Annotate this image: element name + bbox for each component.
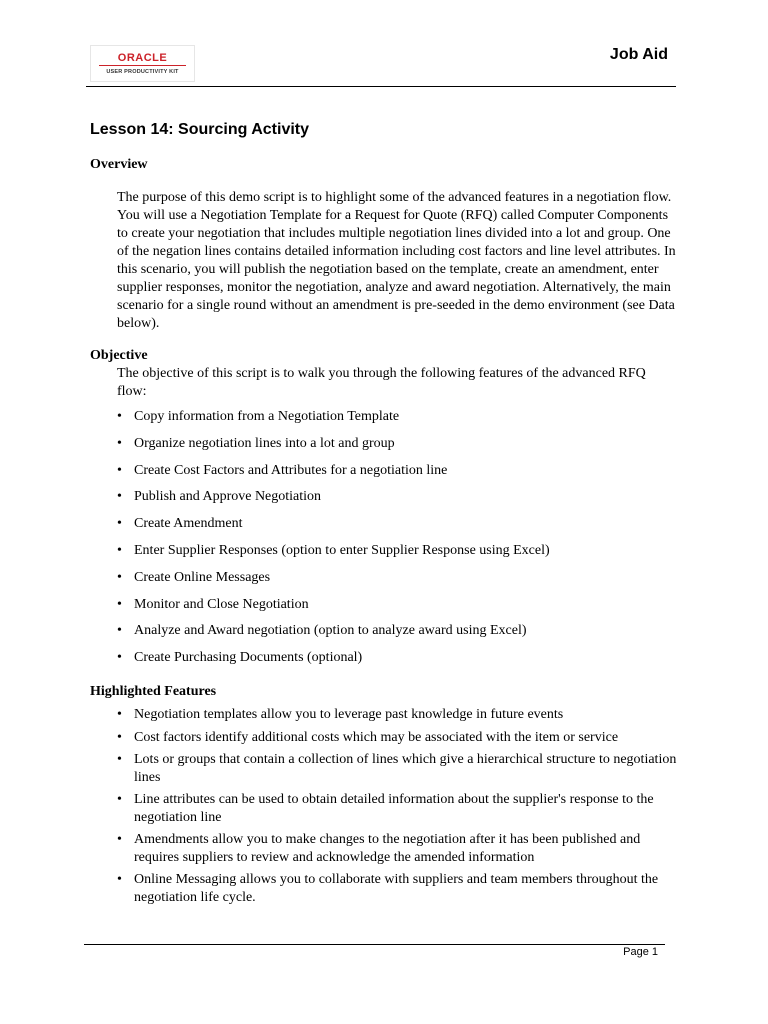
list-item-text: Cost factors identify additional costs which may be associated with the item or service	[134, 729, 619, 745]
doc-type-label: Job Aid	[609, 46, 668, 63]
list-item	[117, 706, 682, 724]
list-item	[117, 596, 550, 623]
objective-intro: The objective of this script is to walk you through the following features of the advanced RFQ flow:	[117, 366, 646, 399]
list-item	[117, 435, 550, 462]
bullet-icon: •	[117, 516, 122, 532]
list-item-text: Create Amendment	[134, 516, 243, 532]
objective-heading: Objective	[90, 348, 148, 363]
logo-subtitle-text: USER PRODUCTIVITY KIT	[106, 69, 179, 75]
list-item	[117, 871, 682, 906]
bullet-icon: •	[117, 707, 122, 722]
list-item-text: Lots or groups that contain a collection of lines which give a hierarchical structure to negotiation lines	[134, 752, 677, 785]
list-item	[117, 542, 550, 569]
list-item	[117, 622, 550, 649]
logo-brand-text: ORACLE	[117, 52, 168, 64]
list-item	[117, 462, 550, 489]
bullet-icon: •	[117, 435, 122, 451]
list-item	[117, 729, 682, 747]
list-item-text: Create Purchasing Documents (optional)	[134, 650, 363, 666]
bullet-icon: •	[117, 409, 122, 424]
list-item	[117, 408, 550, 435]
list-item-text: Monitor and Close Negotiation	[134, 596, 309, 612]
list-item-text: Enter Supplier Responses (option to enter Supplier Response using Excel)	[134, 542, 550, 558]
list-item-text: Create Cost Factors and Attributes for a negotiation line	[134, 462, 448, 478]
bullet-icon: •	[117, 489, 122, 505]
logo-divider	[99, 65, 186, 66]
list-item	[117, 569, 550, 596]
bullet-icon: •	[117, 596, 122, 612]
oracle-upk-logo	[90, 45, 195, 82]
list-item-text: Line attributes can be used to obtain detailed information about the supplier's response to the negotiation line	[134, 792, 654, 825]
page-number: Page 1	[623, 946, 658, 958]
bullet-icon: •	[117, 752, 122, 767]
list-item	[117, 488, 550, 515]
overview-paragraph: The purpose of this demo script is to highlight some of the advanced features in a negotiation flow. You will use a Negotiation Template for a Request for Quote (RFQ) called Computer Components to create your negotiation that includes multiple negotiation lines divided into a lot and group. One of the negation lines contains detailed information including cost factors and line level attributes. In this scenario, you will publish the negotiation based on the template, create an amendment, enter supplier responses, monitor the negotiation, analyze and award negotiation. Alternatively, the main scenario for a single round without an amendment is pre-seeded in the demo environment (see Data below).	[117, 190, 676, 331]
bullet-icon: •	[117, 832, 122, 847]
list-item-text: Organize negotiation lines into a lot and group	[134, 435, 395, 451]
list-item-text: Amendments allow you to make changes to the negotiation after it has been published and requires suppliers to review and acknowledge the amended information	[134, 832, 641, 865]
list-item	[117, 515, 550, 542]
list-item-text: Copy information from a Negotiation Template	[134, 409, 400, 424]
header-divider	[86, 86, 676, 87]
list-item	[117, 649, 550, 676]
list-item	[117, 751, 682, 786]
bullet-icon: •	[117, 462, 122, 478]
bullet-icon: •	[117, 650, 122, 666]
bullet-icon: •	[117, 792, 122, 807]
lesson-title: Lesson 14: Sourcing Activity	[90, 121, 310, 138]
list-item-text: Online Messaging allows you to collaborate with suppliers and team members throughout the negotiation life cycle.	[134, 872, 659, 905]
footer-divider	[84, 944, 665, 945]
list-item-text: Negotiation templates allow you to leverage past knowledge in future events	[134, 707, 564, 722]
list-item	[117, 791, 682, 826]
list-item-text: Publish and Approve Negotiation	[134, 489, 322, 505]
bullet-icon: •	[117, 542, 122, 558]
objective-list	[117, 408, 550, 676]
overview-heading: Overview	[90, 157, 148, 172]
bullet-icon: •	[117, 623, 122, 639]
list-item	[117, 831, 682, 866]
bullet-icon: •	[117, 729, 122, 745]
list-item-text: Analyze and Award negotiation (option to analyze award using Excel)	[134, 623, 527, 639]
bullet-icon: •	[117, 569, 122, 585]
bullet-icon: •	[117, 872, 122, 887]
list-item-text: Create Online Messages	[134, 569, 271, 585]
highlighted-features-list	[117, 706, 682, 911]
highlighted-features-heading: Highlighted Features	[90, 684, 217, 699]
